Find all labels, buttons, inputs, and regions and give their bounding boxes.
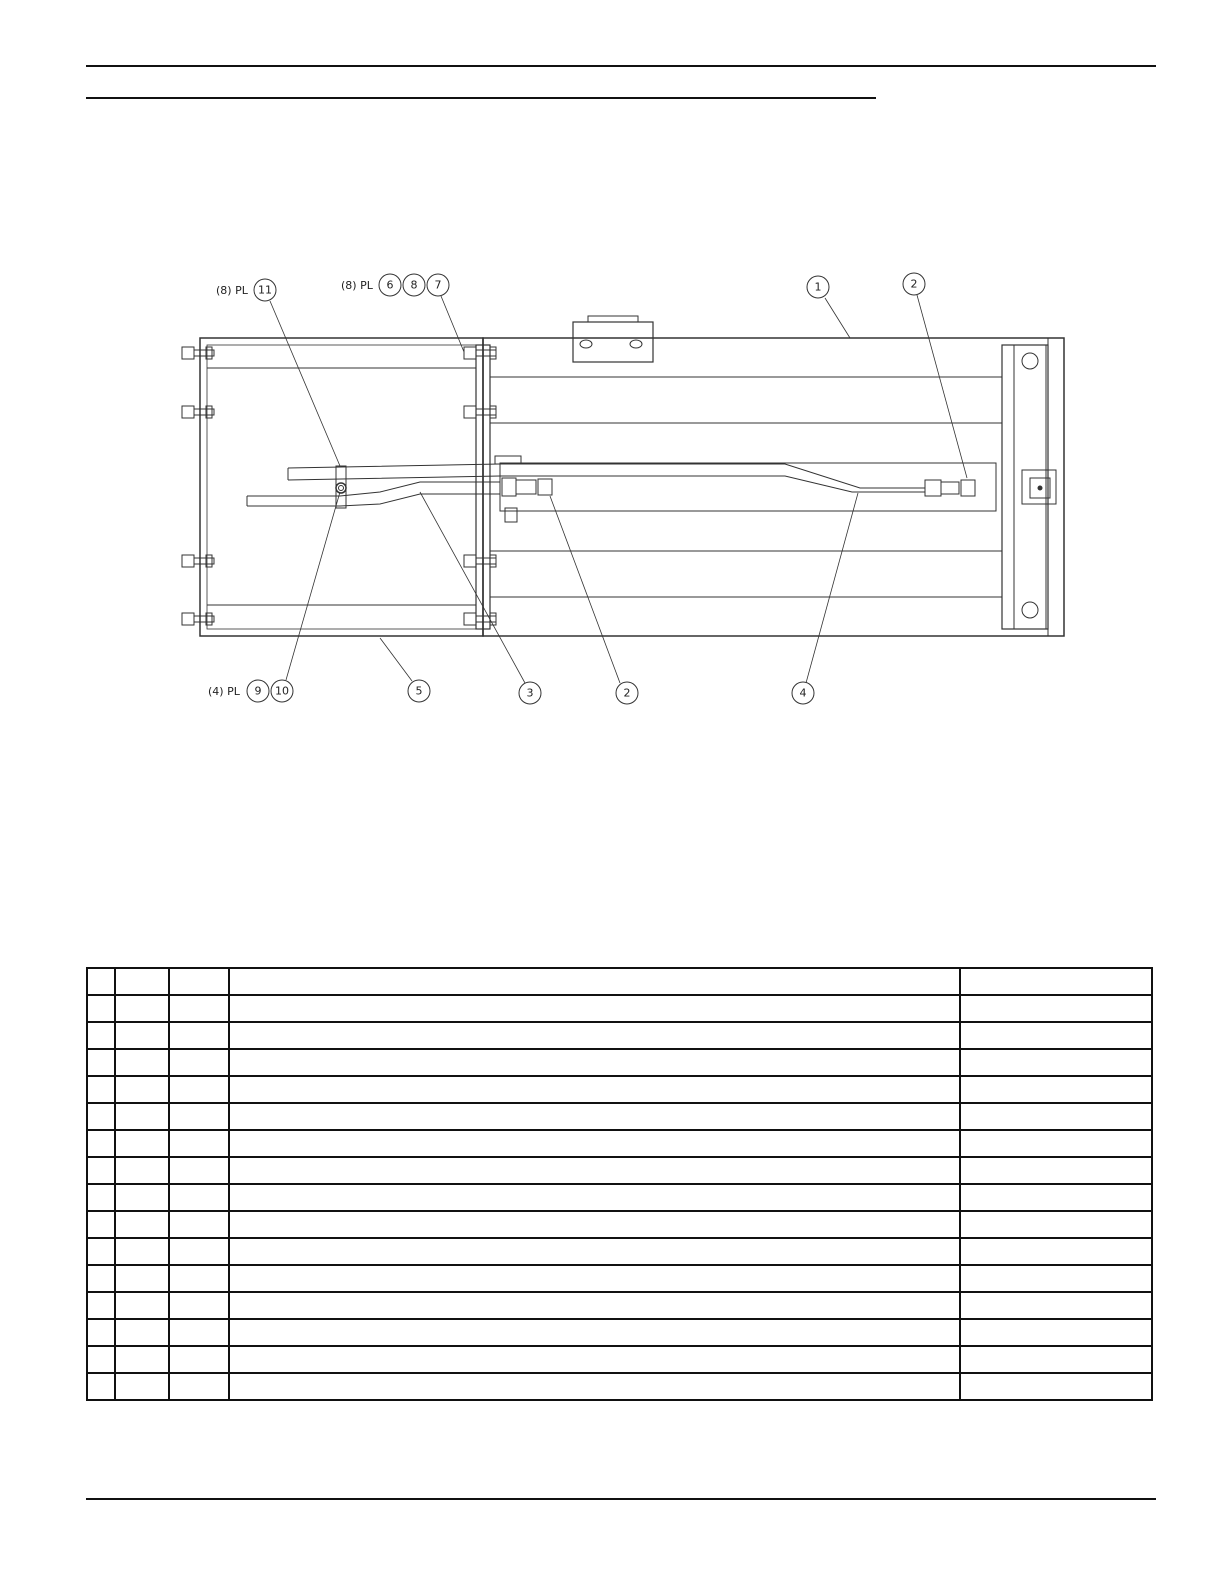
table-cell: [229, 1049, 960, 1076]
callout-3: 3: [526, 686, 534, 700]
table-cell: [87, 1157, 115, 1184]
table-cell: [229, 1076, 960, 1103]
table-cell: [115, 1346, 169, 1373]
table-cell: [960, 1238, 1152, 1265]
assembly-drawing: [0, 0, 1224, 760]
table-cell: [169, 1319, 229, 1346]
table-cell: [87, 1184, 115, 1211]
table-cell: [229, 968, 960, 995]
table-cell: [229, 1157, 960, 1184]
bolts-middle: [464, 347, 496, 625]
table-cell: [115, 1292, 169, 1319]
table-cell: [115, 1157, 169, 1184]
table-cell: [960, 1157, 1152, 1184]
table-cell: [115, 1076, 169, 1103]
table-cell: [115, 1184, 169, 1211]
table-cell: [115, 1130, 169, 1157]
table-cell: [229, 1292, 960, 1319]
table-cell: [87, 1319, 115, 1346]
table-cell: [169, 995, 229, 1022]
table-cell: [87, 968, 115, 995]
left-frame: [200, 338, 483, 636]
callout-4: 4: [799, 686, 807, 700]
table-cell: [115, 1049, 169, 1076]
table-cell: [169, 1157, 229, 1184]
table-cell: [960, 1022, 1152, 1049]
callout-6: 6: [386, 278, 394, 292]
table-cell: [87, 1238, 115, 1265]
table-cell: [960, 1319, 1152, 1346]
table-cell: [169, 1130, 229, 1157]
table-cell: [229, 995, 960, 1022]
table-cell: [87, 1265, 115, 1292]
table-row: [87, 995, 1152, 1022]
table-cell: [229, 1265, 960, 1292]
table-cell: [169, 1022, 229, 1049]
table-cell: [87, 1022, 115, 1049]
table-row: [87, 1130, 1152, 1157]
table-row: [87, 1157, 1152, 1184]
table-cell: [87, 1292, 115, 1319]
table-cell: [169, 1373, 229, 1400]
callout-eight-pl-left: (8) PL: [216, 284, 248, 297]
table-cell: [960, 1292, 1152, 1319]
main-body: [483, 338, 1064, 636]
table-cell: [229, 1373, 960, 1400]
callout-10: 10: [275, 684, 289, 698]
callout-1: 1: [814, 280, 822, 294]
table-cell: [87, 1346, 115, 1373]
footer-rule: [86, 1498, 1156, 1500]
table-cell: [115, 1265, 169, 1292]
table-cell: [960, 1184, 1152, 1211]
callout-11: 11: [258, 283, 272, 297]
table-cell: [87, 1373, 115, 1400]
table-cell: [115, 1373, 169, 1400]
table-cell: [169, 1184, 229, 1211]
table-cell: [169, 1238, 229, 1265]
table-cell: [87, 1049, 115, 1076]
table-cell: [960, 1049, 1152, 1076]
parts-table: [86, 967, 1153, 1401]
table-cell: [87, 1211, 115, 1238]
table-row: [87, 1211, 1152, 1238]
table-cell: [169, 1103, 229, 1130]
table-row: [87, 1292, 1152, 1319]
table-row: [87, 1184, 1152, 1211]
table-cell: [229, 1238, 960, 1265]
table-cell: [87, 1130, 115, 1157]
table-cell: [960, 1373, 1152, 1400]
table-cell: [169, 968, 229, 995]
table-cell: [229, 1130, 960, 1157]
table-cell: [229, 1211, 960, 1238]
table-cell: [169, 1265, 229, 1292]
table-row: [87, 1238, 1152, 1265]
table-row: [87, 1049, 1152, 1076]
callout-8: 8: [410, 278, 418, 292]
table-row: [87, 1022, 1152, 1049]
table-cell: [960, 968, 1152, 995]
table-cell: [169, 1211, 229, 1238]
table-cell: [960, 1103, 1152, 1130]
table-cell: [229, 1022, 960, 1049]
callout-eight-pl-mid: (8) PL: [341, 279, 373, 292]
table-row: [87, 1319, 1152, 1346]
table-cell: [960, 1346, 1152, 1373]
table-cell: [115, 1211, 169, 1238]
table-cell: [87, 1076, 115, 1103]
table-cell: [115, 1319, 169, 1346]
table-cell: [87, 1103, 115, 1130]
callout-four-pl: (4) PL: [208, 685, 240, 698]
callout-9: 9: [254, 684, 262, 698]
table-row: [87, 1103, 1152, 1130]
table-cell: [960, 1076, 1152, 1103]
table-cell: [960, 1130, 1152, 1157]
table-cell: [960, 1265, 1152, 1292]
table-cell: [960, 995, 1152, 1022]
bolts-left: [182, 347, 214, 625]
table-cell: [87, 995, 115, 1022]
table-cell: [229, 1184, 960, 1211]
table-cell: [229, 1346, 960, 1373]
table-row: [87, 1076, 1152, 1103]
callout-5: 5: [415, 684, 423, 698]
table-cell: [115, 1022, 169, 1049]
table-row: [87, 1265, 1152, 1292]
table-cell: [115, 995, 169, 1022]
table-cell: [229, 1319, 960, 1346]
callout-7: 7: [434, 278, 442, 292]
parts-table-body: [87, 968, 1152, 1400]
callout-2-bottom: 2: [623, 686, 631, 700]
table-cell: [169, 1346, 229, 1373]
table-cell: [115, 1103, 169, 1130]
table-cell: [960, 1211, 1152, 1238]
table-row: [87, 1373, 1152, 1400]
table-cell: [229, 1103, 960, 1130]
table-cell: [115, 968, 169, 995]
table-cell: [169, 1076, 229, 1103]
table-cell: [169, 1292, 229, 1319]
table-cell: [169, 1049, 229, 1076]
callout-2-top: 2: [910, 277, 918, 291]
table-row: [87, 1346, 1152, 1373]
table-cell: [115, 1238, 169, 1265]
table-row: [87, 968, 1152, 995]
